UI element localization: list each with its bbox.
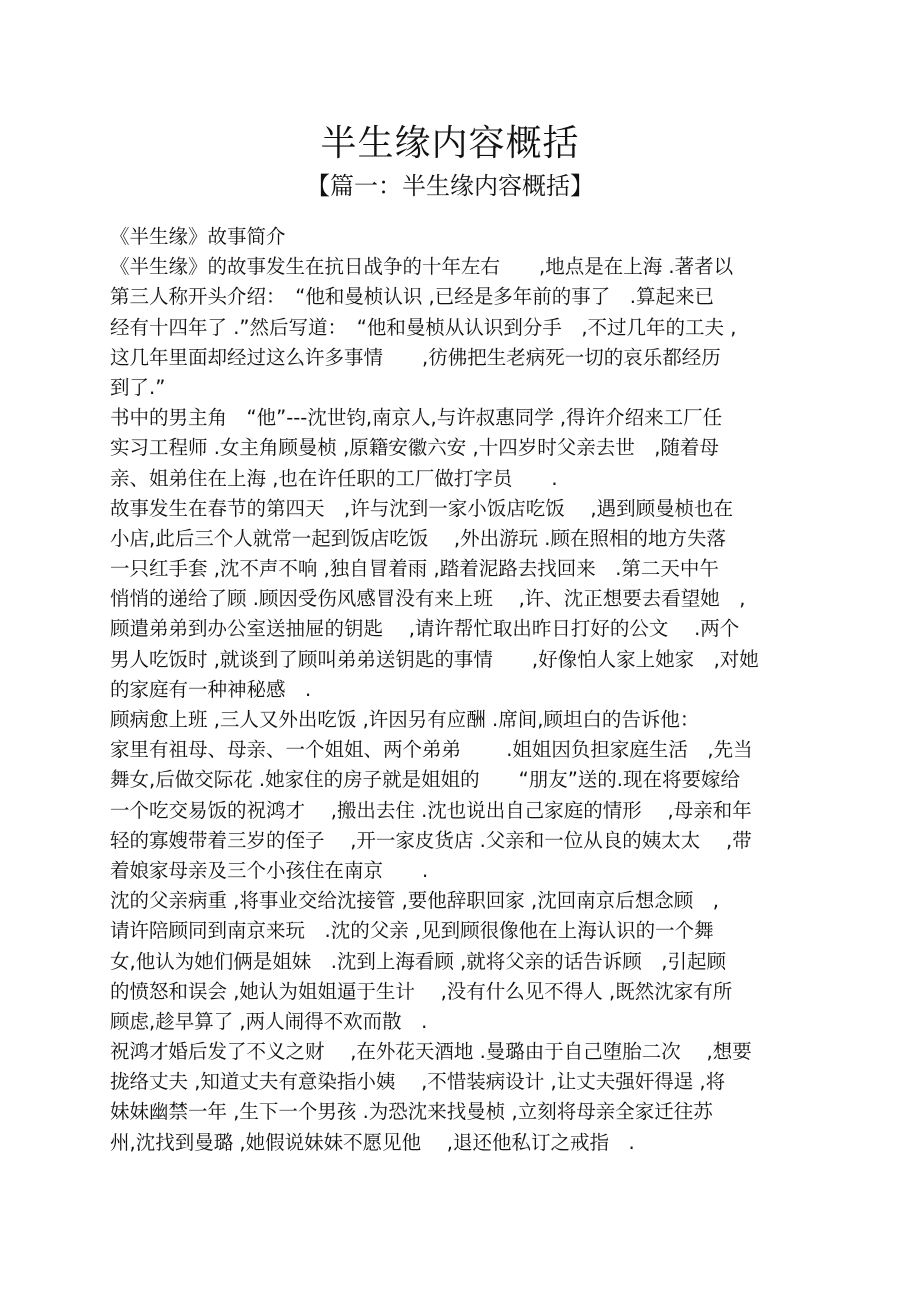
body-line: 一个吃交易饭的祝鸿才 ,搬出去住 .沈也说出自己家庭的情形 ,母亲和年 <box>110 798 752 822</box>
body-line: 舞女,后做交际花 .她家住的房子就是姐姐的 “朋友”送的.现在将要嫁给 <box>110 768 740 792</box>
body-line: 的愤怒和误会 ,她认为姐姐逼于生计 ,没有什么见不得人 ,既然沈家有所 <box>110 979 733 1003</box>
body-line: 一只红手套 ,沈不声不响 ,独自冒着雨 ,踏着泥路去找回来 .第二天中午 <box>110 557 719 581</box>
body-line: 小店,此后三个人就常一起到饭店吃饭 ,外出游玩 .顾在照相的地方失落 <box>110 526 726 550</box>
body-line: 男人吃饭时 ,就谈到了顾叫弟弟送钥匙的事情 ,好像怕人家上她家 ,对她 <box>110 647 759 671</box>
body-line: 拢络丈夫 ,知道丈夫有意染指小姨 ,不惜装病设计 ,让丈夫强奸得逞 ,将 <box>110 1070 726 1094</box>
body-line: 《半生缘》故事简介 <box>110 225 286 248</box>
page-title: 半生缘内容概括 <box>320 123 580 164</box>
body-line: 书中的男主角 “他”---沈世钧,南京人,与许叔惠同学 ,得许介绍来工厂任 <box>110 406 723 430</box>
body-text <box>110 222 810 1158</box>
body-line: 实习工程师 .女主角顾曼桢 ,原籍安徽六安 ,十四岁时父亲去世 ,随着母 <box>110 436 719 460</box>
body-line: 着娘家母亲及三个小孩住在南京 . <box>110 858 429 882</box>
body-line: 故事发生在春节的第四天 ,许与沈到一家小饭店吃饭 ,遇到顾曼桢也在 <box>110 496 734 520</box>
body-line: 州,沈找到曼璐 ,她假说妹妹不愿见他 ,退还他私订之戒指 . <box>110 1130 635 1154</box>
body-line: 的家庭有一种神秘感 . <box>110 677 312 701</box>
body-line: 家里有祖母、母亲、一个姐姐、两个弟弟 .姐姐因负担家庭生活 ,先当 <box>110 738 753 762</box>
body-line: 请许陪顾同到南京来玩 .沈的父亲 ,见到顾很像他在上海认识的一个舞 <box>110 919 714 943</box>
body-line: 第三人称开头介绍： “他和曼桢认识 ,已经是多年前的事了 .算起来已 <box>110 285 714 309</box>
body-line: 顾遣弟弟到办公室送抽屉的钥匙 ,请许帮忙取出昨日打好的公文 .两个 <box>110 617 740 641</box>
body-line: 亲、姐弟住在上海 ,也在许任职的工厂做打字员 . <box>110 466 558 490</box>
body-line: 经有十四年了 .”然后写道： “他和曼桢从认识到分手 ,不过几年的工夫 , <box>110 315 737 339</box>
body-line: 轻的寡嫂带着三岁的侄子 ,开一家皮货店 .父亲和一位从良的姨太太 ,带 <box>110 828 752 852</box>
body-line: 这几年里面却经过这么许多事情 ,彷佛把生老病死一切的哀乐都经历 <box>110 345 721 369</box>
body-line: 祝鸿才婚后发了不义之财 ,在外花天酒地 .曼璐由于自己堕胎二次 ,想要 <box>110 1040 752 1064</box>
body-line: 沈的父亲病重 ,将事业交给沈接管 ,要他辞职回家 ,沈回南京后想念顾 , <box>110 889 719 913</box>
body-line: 女,他认为她们俩是姐妹 .沈到上海看顾 ,就将父亲的话告诉顾 ,引起顾 <box>110 949 726 973</box>
body-line: 妹妹幽禁一年 ,生下一个男孩 .为恐沈来找曼桢 ,立刻将母亲全家迁往苏 <box>110 1100 713 1124</box>
body-line: 悄悄的递给了顾 .顾因受伤风感冒没有来上班 ,许、沈正想要去看望她 , <box>110 587 746 611</box>
body-line: 顾病愈上班 ,三人又外出吃饭 ,许因另有应酬 .席间,顾坦白的告诉他： <box>110 708 700 731</box>
body-line: 到了.” <box>110 375 166 399</box>
body-line: 顾虑,趁早算了 ,两人闹得不欢而散 . <box>110 1009 428 1033</box>
body-line: 《半生缘》的故事发生在抗日战争的十年左右 ,地点是在上海 .著者以 <box>110 255 734 279</box>
page-subtitle: 【篇一：半生缘内容概括】 <box>306 172 594 200</box>
